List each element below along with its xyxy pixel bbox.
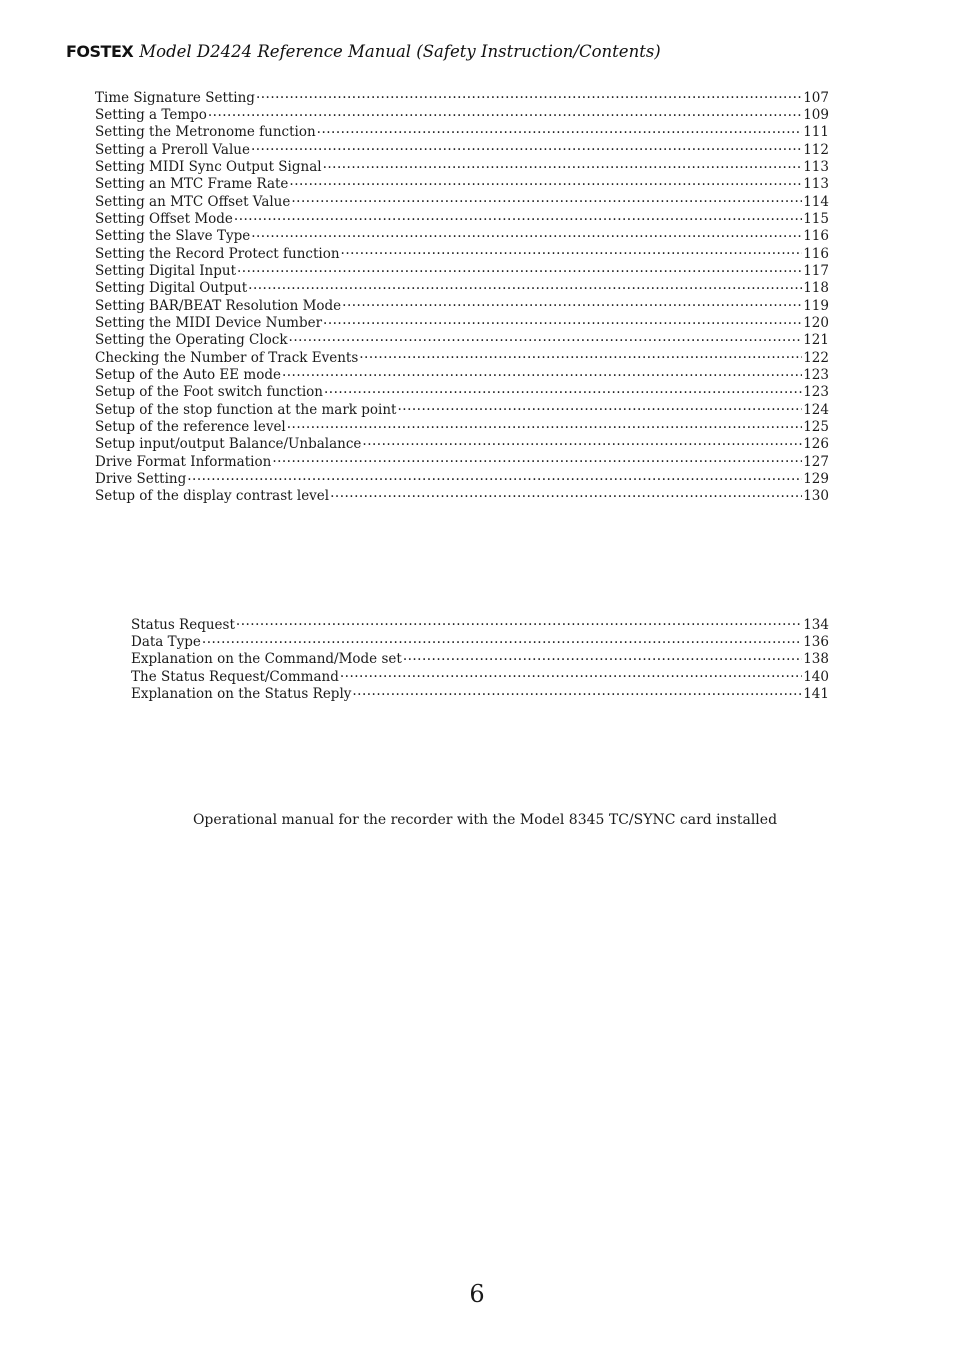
toc-entry-title: Setting the Metronome function [95, 124, 316, 141]
toc-entry[interactable] [95, 366, 829, 383]
toc-entry-title: Data Type [131, 633, 201, 650]
toc-entry[interactable] [131, 684, 829, 701]
toc-list-primary [95, 88, 829, 504]
page-number: 6 [469, 1280, 485, 1308]
toc-entry-page: 112 [803, 141, 829, 158]
toc-entry-page: 121 [803, 332, 829, 349]
toc-entry-page: 122 [803, 349, 829, 366]
toc-dot-leader [236, 615, 802, 629]
toc-dot-leader [330, 487, 802, 501]
toc-entry-page: 130 [803, 488, 829, 505]
toc-dot-leader [359, 348, 802, 362]
toc-entry-page: 107 [803, 89, 829, 106]
toc-entry-page: 134 [803, 616, 829, 633]
toc-entry[interactable] [95, 209, 829, 226]
toc-entry-title: Setup input/output Balance/Unbalance [95, 436, 362, 453]
toc-entry-page: 117 [803, 262, 829, 279]
toc-dot-leader [340, 667, 802, 681]
toc-entry-page: 123 [803, 367, 829, 383]
toc-entry-page: 127 [803, 453, 829, 470]
toc-entry-page: 119 [803, 297, 829, 314]
toc-dot-leader [397, 400, 802, 414]
toc-entry[interactable] [95, 279, 829, 296]
toc-entry-title: Checking the Number of Track Events [95, 349, 359, 366]
toc-dot-leader [251, 140, 802, 154]
toc-entry-title: Setting the MIDI Device Number [95, 314, 323, 331]
section-note: Operational manual for the recorder with the Model 8345 TC/SYNC card installed [192, 812, 778, 828]
toc-entry-title: Explanation on the Status Reply [131, 685, 352, 702]
toc-dot-leader [289, 331, 803, 345]
toc-dot-leader [289, 175, 802, 189]
toc-entry-title: Setup of the Foot switch function [95, 384, 323, 401]
toc-entry-title: Setting the Slave Type [95, 228, 251, 245]
toc-entry[interactable] [95, 418, 829, 435]
toc-entry[interactable] [95, 140, 829, 157]
toc-entry[interactable] [95, 296, 829, 313]
toc-entry[interactable] [95, 383, 829, 400]
toc-entry[interactable] [95, 400, 829, 417]
toc-entry-title: Explanation on the Command/Mode set [131, 651, 402, 668]
toc-entry-page: 114 [803, 193, 829, 210]
toc-entry[interactable] [95, 435, 829, 452]
toc-entry[interactable] [95, 192, 829, 209]
toc-dot-leader [272, 452, 802, 466]
toc-dot-leader [237, 261, 802, 275]
toc-entry-page: 118 [803, 280, 829, 297]
toc-entry[interactable] [95, 261, 829, 278]
toc-dot-leader [248, 279, 802, 293]
toc-entry-page: 113 [803, 176, 829, 193]
toc-entry[interactable] [95, 227, 829, 244]
toc-dot-leader [323, 313, 802, 327]
toc-entry-page: 126 [803, 436, 829, 453]
toc-entry-page: 109 [803, 106, 829, 123]
toc-entry[interactable] [95, 313, 829, 330]
toc-dot-leader [323, 157, 803, 171]
toc-dot-leader [352, 684, 802, 698]
toc-entry-title: Setup of the display contrast level [95, 488, 330, 505]
toc-dot-leader [234, 209, 802, 223]
toc-entry-title: Setting a Preroll Value [95, 141, 250, 158]
toc-entry[interactable] [131, 650, 829, 667]
toc-entry-title: Setup of the reference level [95, 419, 286, 436]
toc-entry[interactable] [95, 470, 829, 487]
toc-entry-title: Setting Offset Mode [95, 210, 233, 227]
toc-entry[interactable] [95, 175, 829, 192]
toc-entry-title: Setup of the stop function at the mark point [95, 401, 397, 418]
toc-entry[interactable] [131, 632, 829, 649]
toc-entry[interactable] [95, 348, 829, 365]
toc-entry[interactable] [95, 88, 829, 105]
toc-entry-page: 113 [803, 158, 829, 175]
toc-entry-page: 115 [803, 210, 829, 227]
toc-dot-leader [251, 227, 802, 241]
brand-logo: FOSTEX [66, 42, 134, 61]
toc-entry-page: 123 [803, 384, 829, 401]
toc-entry-title: Setting an MTC Frame Rate [95, 176, 289, 193]
toc-entry[interactable] [95, 105, 829, 122]
toc-entry-title: Setting MIDI Sync Output Signal [95, 158, 322, 175]
toc-entry-title: Setting Digital Output [95, 280, 248, 297]
toc-dot-leader [403, 650, 802, 664]
toc-entry-title: Drive Format Information [95, 453, 272, 470]
toc-dot-leader [362, 435, 802, 449]
toc-entry-title: Setting Digital Input [95, 262, 237, 279]
toc-entry[interactable] [131, 615, 829, 632]
page-header [66, 42, 661, 66]
toc-dot-leader [208, 105, 802, 119]
header-title: Model D2424 Reference Manual (Safety Instruction/Contents) [139, 42, 661, 61]
toc-entry[interactable] [95, 157, 829, 174]
toc-entry-title: Drive Setting [95, 471, 187, 488]
toc-dot-leader [342, 296, 802, 310]
toc-entry-page: 116 [803, 245, 829, 262]
toc-dot-leader [256, 88, 802, 102]
toc-entry-page: 140 [803, 668, 829, 685]
toc-entry-page: 120 [803, 314, 829, 331]
toc-entry-title: Setting the Record Protect function [95, 245, 340, 262]
toc-entry-page: 141 [803, 685, 829, 702]
toc-entry-title: Status Request [131, 616, 235, 633]
toc-list-secondary [131, 615, 829, 702]
toc-entry-page: 111 [803, 124, 829, 141]
toc-entry-page: 136 [803, 633, 829, 650]
toc-dot-leader [202, 632, 802, 646]
toc-dot-leader [341, 244, 803, 258]
toc-entry-title: Setting a Tempo [95, 106, 207, 123]
toc-entry-title: Time Signature Setting [95, 89, 255, 106]
toc-entry-page: 124 [803, 401, 829, 418]
toc-entry[interactable] [95, 487, 829, 504]
toc-entry-title: Setting an MTC Offset Value [95, 193, 291, 210]
toc-dot-leader [291, 192, 802, 206]
toc-dot-leader [287, 418, 802, 432]
toc-entry-title: The Status Request/Command [131, 668, 339, 685]
toc-entry[interactable] [95, 244, 829, 261]
toc-dot-leader [324, 383, 802, 397]
toc-entry-page: 129 [803, 471, 829, 488]
toc-entry-title: Setting BAR/BEAT Resolution Mode [95, 297, 342, 314]
toc-entry[interactable] [95, 123, 829, 140]
toc-entry[interactable] [95, 331, 829, 348]
toc-entry-page: 138 [803, 651, 829, 668]
toc-entry[interactable] [95, 452, 829, 469]
toc-dot-leader [317, 123, 803, 137]
toc-entry-title: Setup of the Auto EE mode [95, 367, 281, 383]
toc-entry[interactable] [131, 667, 829, 684]
toc-dot-leader [187, 470, 802, 484]
toc-entry-title: Setting the Operating Clock [95, 332, 288, 349]
toc-dot-leader [282, 366, 802, 380]
toc-entry-page: 125 [803, 419, 829, 436]
toc-entry-page: 116 [803, 228, 829, 245]
